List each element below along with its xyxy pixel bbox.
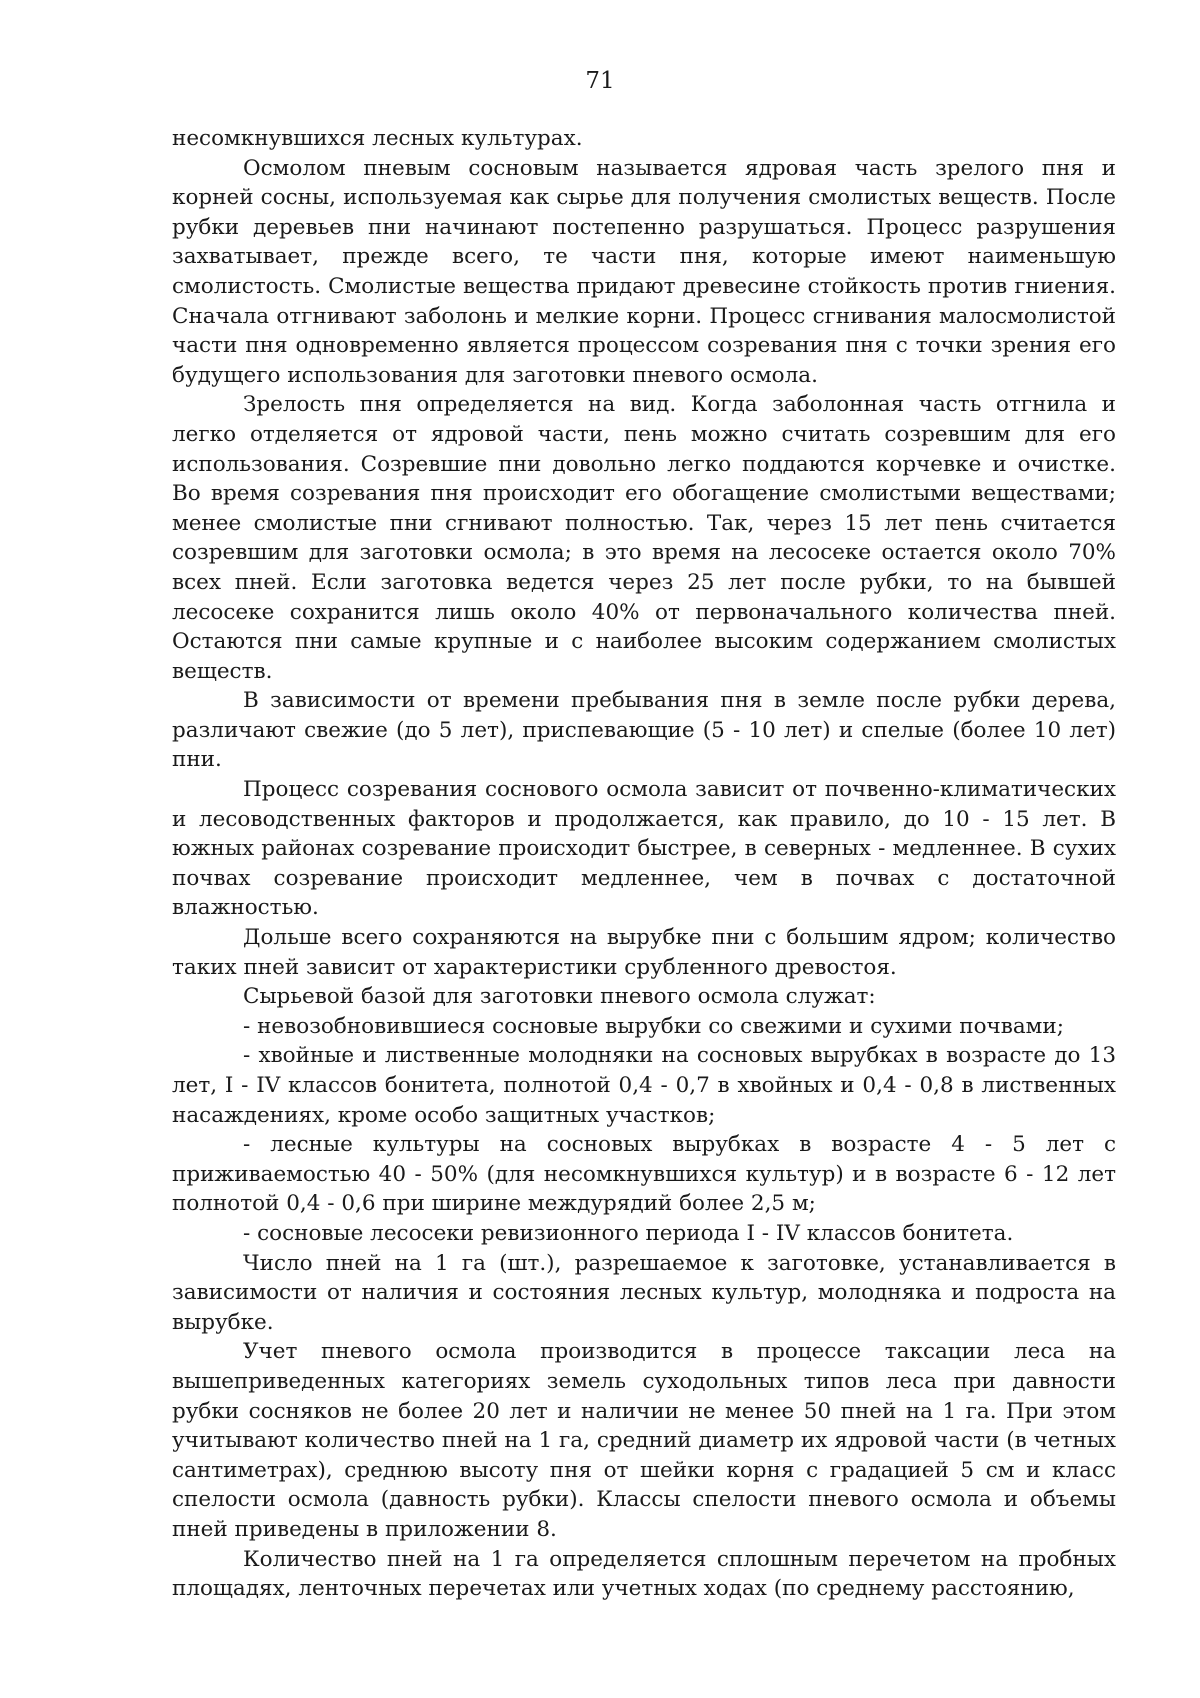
paragraph: Сырьевой базой для заготовки пневого осмола служат: [243,984,876,1010]
paragraph: Осмолом пневым сосновым называется ядровая часть зрелого пня и корней сосны, используемая как сырье для получения смолистых веществ. После рубки деревьев пни начинают постепенно разрушаться. Процесс разрушения захватывает, прежде всего, те части пня, которые имеют наименьшую смолистость. Смолистые вещества придают древесине стойкость против гниения. Сначала отгнивают заболонь и мелкие корни. Процесс сгнивания малосмолистой части пня одновременно является процессом созревания пня с точки зрения его будущего использования для заготовки пневого осмола. [172,155,1116,388]
paragraph: В зависимости от времени пребывания пня в земле после рубки дерева, различают свежие (до 5 лет), приспевающие (5 - 10 лет) и спелые (более 10 лет) пни. [172,688,1116,773]
paragraph-continuation: несомкнувшихся лесных культурах. [172,126,583,151]
list-item: - хвойные и лиственные молодняки на сосновых вырубках в возрасте до 13 лет, I - IV классов бонитета, полнотой 0,4 - 0,7 в хвойных и 0,4 - 0,8 в лиственных насаждениях, кроме особо защитных участков; [172,1043,1116,1128]
paragraph: Количество пней на 1 га определяется сплошным перечетом на пробных площадях, ленточных перечетах или учетных ходах (по среднему расстоянию, [172,1546,1116,1602]
list-item: - невозобновившиеся сосновые вырубки со свежими и сухими почвами; [243,1013,1064,1039]
list-item: - лесные культуры на сосновых вырубках в возрасте 4 - 5 лет с приживаемостью 40 - 50% (для несомкнувшихся культур) и в возрасте 6 - 12 лет полнотой 0,4 - 0,6 при ширине междурядий более 2,5 м; [172,1132,1116,1217]
paragraph: Зрелость пня определяется на вид. Когда заболонная часть отгнила и легко отделяется от ядровой части, пень можно считать созревшим для его использования. Созревшие пни довольно легко поддаются корчевке и очистке. Во время созревания пня происходит его обогащение смолистыми веществами; менее смолистые пни сгнивают полностью. Так, через 15 лет пень считается созревшим для заготовки осмола; в это время на лесосеке остается около 70% всех пней. Если заготовка ведется через 25 лет после рубки, то на бывшей лесосеке сохранится лишь около 40% от первоначального количества пней. Остаются пни самые крупные и с наиболее высоким содержанием смолистых веществ. [172,392,1116,684]
list-item: - сосновые лесосеки ревизионного периода I - IV классов бонитета. [243,1220,1014,1246]
paragraph: Процесс созревания соснового осмола зависит от почвенно-климатических и лесоводственных факторов и продолжается, как правило, до 10 - 15 лет. В южных районах созревание происходит быстрее, в северных - медленнее. В сухих почвах созревание происходит медленнее, чем в почвах с достаточной влажностью. [172,777,1116,921]
paragraph: Число пней на 1 га (шт.), разрешаемое к заготовке, устанавливается в зависимости от наличия и состояния лесных культур, молодняка и подроста на вырубке. [172,1250,1116,1335]
paragraph: Дольше всего сохраняются на вырубке пни с большим ядром; количество таких пней зависит от характеристики срубленного древостоя. [172,925,1116,980]
page-number: 71 [585,68,615,94]
paragraph: Учет пневого осмола производится в процессе таксации леса на вышеприведенных категориях земель суходольных типов леса при давности рубки сосняков не более 20 лет и наличии не менее 50 пней на 1 га. При этом учитывают количество пней на 1 га, средний диаметр их ядровой части (в четных сантиметрах), среднюю высоту пня от шейки корня с градацией 5 см и класс спелости осмола (давность рубки). Классы спелости пневого осмола и объемы пней приведены в приложении 8. [172,1339,1116,1542]
text-body [172,124,1116,1604]
